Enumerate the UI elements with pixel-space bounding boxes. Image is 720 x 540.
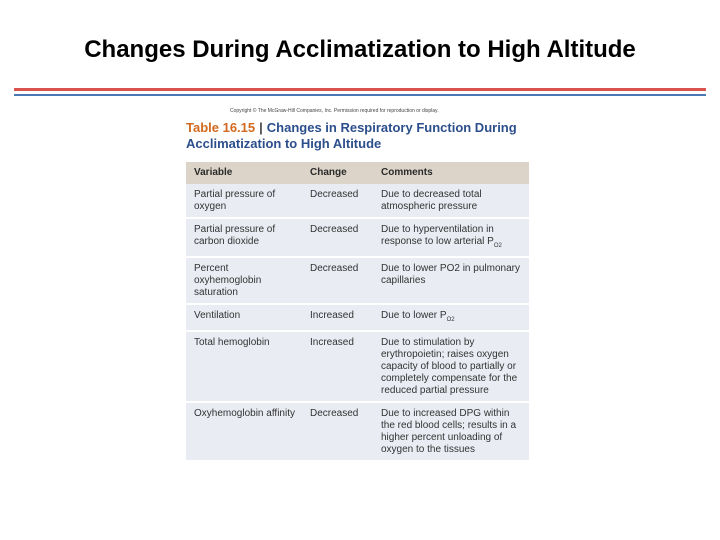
comment-text: Due to hyperventilation in response to low arterial P xyxy=(381,224,494,247)
cell-variable: Partial pressure of oxygen xyxy=(186,184,302,218)
table-row xyxy=(186,402,529,460)
title-divider-blue xyxy=(14,94,706,96)
comment-text: Due to increased DPG within the red blood cells; results in a higher percent unloading of oxygen to the tissues xyxy=(381,408,517,455)
cell-comment xyxy=(373,304,529,331)
table-row xyxy=(186,257,529,304)
header-variable: Variable xyxy=(186,162,302,184)
cell-change: Decreased xyxy=(302,257,373,304)
cell-comment xyxy=(373,184,529,218)
cell-comment xyxy=(373,331,529,402)
cell-comment xyxy=(373,257,529,304)
table-figure xyxy=(186,108,529,460)
copyright-notice: Copyright © The McGraw-Hill Companies, Inc. Permission required for reproduction or display. xyxy=(230,108,439,114)
respiratory-changes-table xyxy=(186,162,529,460)
comment-text: Due to stimulation by erythropoietin; raises oxygen capacity of blood to partially or completely compensate for the reduced partial pressure xyxy=(381,337,518,396)
table-row xyxy=(186,331,529,402)
table-title: Changes in Respiratory Function During Acclimatization to High Altitude xyxy=(186,120,517,151)
cell-change: Increased xyxy=(302,331,373,402)
comment-text: Due to decreased total atmospheric pressure xyxy=(381,189,482,212)
comment-text: Due to lower P xyxy=(381,310,447,321)
cell-variable: Ventilation xyxy=(186,304,302,331)
cell-change: Decreased xyxy=(302,218,373,257)
table-header-row xyxy=(186,162,529,184)
cell-change: Decreased xyxy=(302,402,373,460)
table-row xyxy=(186,304,529,331)
slide-title: Changes During Acclimatization to High Altitude xyxy=(84,36,636,63)
cell-comment xyxy=(373,402,529,460)
cell-variable: Percent oxyhemoglobin saturation xyxy=(186,257,302,304)
cell-comment xyxy=(373,218,529,257)
cell-change: Increased xyxy=(302,304,373,331)
table-row xyxy=(186,184,529,218)
header-change: Change xyxy=(302,162,373,184)
cell-variable: Partial pressure of carbon dioxide xyxy=(186,218,302,257)
heading-separator: | xyxy=(259,120,263,135)
table-heading xyxy=(186,120,529,152)
cell-change: Decreased xyxy=(302,184,373,218)
cell-variable: Total hemoglobin xyxy=(186,331,302,402)
header-comments: Comments xyxy=(373,162,529,184)
table-row xyxy=(186,218,529,257)
comment-subscript: O2 xyxy=(493,243,502,249)
cell-variable: Oxyhemoglobin affinity xyxy=(186,402,302,460)
table-number: Table 16.15 xyxy=(186,120,256,135)
title-divider-red xyxy=(14,88,706,91)
comment-text: Due to lower PO2 in pulmonary capillaries xyxy=(381,263,520,286)
comment-subscript: O2 xyxy=(446,317,455,323)
